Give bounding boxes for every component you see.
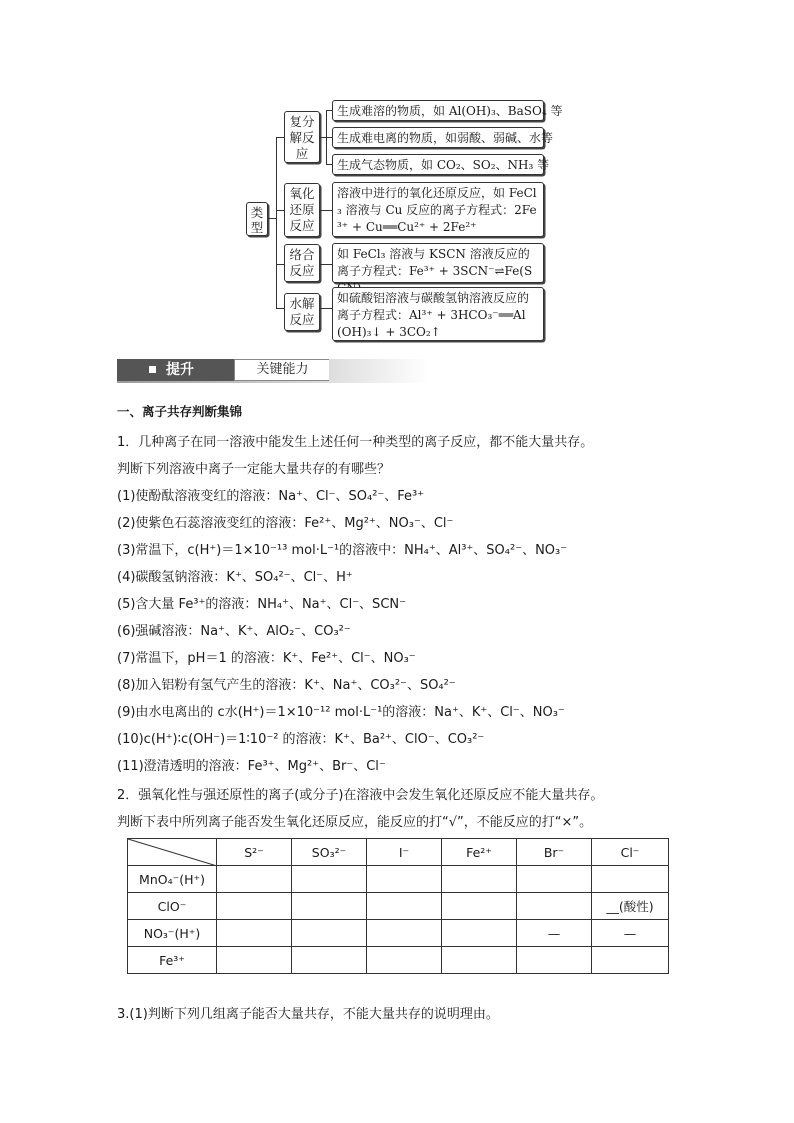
row-label: MnO₄⁻(H⁺) (128, 866, 217, 893)
branch-item (332, 182, 544, 237)
branch-item (332, 243, 544, 283)
type-label: 水解反应 (289, 296, 315, 327)
table-cell: — (517, 920, 592, 947)
table-cell[interactable] (592, 947, 669, 974)
q1-line1: 1．几种离子在同一溶液中能发生上述任何一种类型的离子反应，都不能大量共存。 (117, 435, 594, 450)
table-cell[interactable] (442, 920, 517, 947)
table-cell[interactable] (292, 893, 367, 920)
branch-item-text: 生成气态物质，如 CO₂、SO₂、NH₃ 等 (337, 158, 550, 172)
column-header: Br⁻ (517, 839, 592, 866)
column-header: S²⁻ (217, 839, 292, 866)
table-cell[interactable] (292, 866, 367, 893)
section-title: 一、离子共存判断集锦 (117, 404, 243, 419)
branch-item-text: 如硫酸铝溶液与碳酸氢钠溶液反应的离子方程式：Al³⁺ + 3HCO₃⁻══Al(OH)₃↓ + 3CO₂↑ (337, 291, 530, 339)
row-label: ClO⁻ (128, 893, 217, 920)
corner-cell (128, 839, 217, 866)
table-cell[interactable] (217, 893, 292, 920)
q1-item: (6)强碱溶液：Na⁺、K⁺、AlO₂⁻、CO₃²⁻ (117, 624, 351, 639)
section-banner (117, 359, 429, 383)
table-row (128, 893, 669, 920)
root-node (246, 202, 268, 236)
table-cell[interactable]: __(酸性) (592, 893, 669, 920)
table-cell[interactable] (217, 947, 292, 974)
q2-line2: 判断下表中所列离子能否发生氧化还原反应，能反应的打“√”，不能反应的打“×”。 (117, 815, 593, 830)
branch-item-text: 如 FeCl₃ 溶液与 KSCN 溶液反应的离子方程式：Fe³⁺ + 3SCN⁻⇌Fe(S (337, 247, 533, 278)
branch-item (332, 287, 544, 341)
table-row (128, 866, 669, 893)
row-label: Fe³⁺ (128, 947, 217, 974)
q1-item: (9)由水电离出的 c水(H⁺)＝1×10⁻¹² mol·L⁻¹的溶液：Na⁺、K⁺、Cl⁻、NO₃⁻ (117, 705, 565, 720)
table-cell[interactable] (442, 947, 517, 974)
table-cell[interactable] (517, 947, 592, 974)
table-header-row (128, 839, 669, 866)
banner-sub (234, 359, 331, 381)
column-header: Cl⁻ (592, 839, 669, 866)
table-cell[interactable] (292, 920, 367, 947)
table-cell[interactable] (217, 920, 292, 947)
type-label: 氧化还原反应 (289, 186, 315, 233)
q1-line2: 判断下列溶液中离子一定能大量共存的有哪些？ (117, 462, 391, 477)
type-node-metathesis (284, 111, 320, 163)
table-cell[interactable] (442, 893, 517, 920)
q1-item: (2)使紫色石蕊溶液变红的溶液：Fe²⁺、Mg²⁺、NO₃⁻、Cl⁻ (117, 516, 454, 531)
q3-line1: 3.(1)判断下列几组离子能否大量共存，不能大量共存的说明理由。 (117, 1007, 499, 1022)
branch-item (332, 100, 563, 121)
table-cell[interactable] (442, 866, 517, 893)
type-label: 络合反应 (289, 247, 315, 278)
table-cell[interactable] (367, 920, 442, 947)
column-header: SO₃²⁻ (292, 839, 367, 866)
table-cell: — (592, 920, 669, 947)
table-cell[interactable] (367, 866, 442, 893)
table-row (128, 920, 669, 947)
table-row (128, 947, 669, 974)
column-header: I⁻ (367, 839, 442, 866)
table-cell[interactable] (517, 866, 592, 893)
table-cell[interactable] (592, 866, 669, 893)
q1-item: (3)常温下，c(H⁺)＝1×10⁻¹³ mol·L⁻¹的溶液中：NH₄⁺、Al³⁺、SO₄²⁻、NO₃⁻ (117, 543, 568, 558)
table-cell[interactable] (367, 947, 442, 974)
type-label: 复分解反应 (289, 114, 315, 161)
table-cell[interactable] (517, 893, 592, 920)
redox-table (127, 838, 669, 974)
square-icon (149, 366, 156, 373)
root-label: 类型 (250, 205, 264, 235)
q1-item: (5)含大量 Fe³⁺的溶液：NH₄⁺、Na⁺、Cl⁻、SCN⁻ (117, 597, 406, 612)
banner-main-label: 提升 (166, 362, 194, 378)
diagonal-line (128, 839, 217, 866)
row-label: NO₃⁻(H⁺) (128, 920, 217, 947)
branch-item-text: 溶液中进行的氧化还原反应，如 FeCl₃ 溶液与 Cu 反应的离子方程式：2Fe³⁺ + Cu══Cu²⁺ + 2Fe²⁺ (337, 186, 537, 234)
q1-item: (8)加入铝粉有氢气产生的溶液：K⁺、Na⁺、CO₃²⁻、SO₄²⁻ (117, 678, 456, 693)
branch-item (332, 127, 554, 148)
table-cell[interactable] (292, 947, 367, 974)
branch-item-text: 生成难电离的物质，如弱酸、弱碱、水等 (337, 131, 554, 145)
branch-item-text: 生成难溶的物质，如 Al(OH)₃、BaSO₄ 等 (337, 104, 563, 118)
table-cell[interactable] (367, 893, 442, 920)
q1-item: (7)常温下，pH＝1 的溶液：K⁺、Fe²⁺、Cl⁻、NO₃⁻ (117, 651, 416, 666)
q1-item: (11)澄清透明的溶液：Fe³⁺、Mg²⁺、Br⁻、Cl⁻ (117, 759, 386, 774)
type-node-hydrolysis (284, 293, 320, 331)
q1-item: (10)c(H⁺)∶c(OH⁻)＝1∶10⁻² 的溶液：K⁺、Ba²⁺、ClO⁻、CO₃²⁻ (117, 732, 485, 747)
branch-item (332, 154, 550, 175)
banner-main (117, 359, 234, 381)
column-header: Fe²⁺ (442, 839, 517, 866)
q1-item: (4)碳酸氢钠溶液：K⁺、SO₄²⁻、Cl⁻、H⁺ (117, 570, 353, 585)
type-node-redox (284, 183, 320, 237)
type-node-complex (284, 244, 320, 282)
q1-item: (1)使酚酞溶液变红的溶液：Na⁺、Cl⁻、SO₄²⁻、Fe³⁺ (117, 489, 425, 504)
q2-line1: 2．强氧化性与强还原性的离子(或分子)在溶液中会发生氧化还原反应不能大量共存。 (117, 788, 604, 803)
banner-sub-label: 关键能力 (256, 362, 309, 377)
table-cell[interactable] (217, 866, 292, 893)
